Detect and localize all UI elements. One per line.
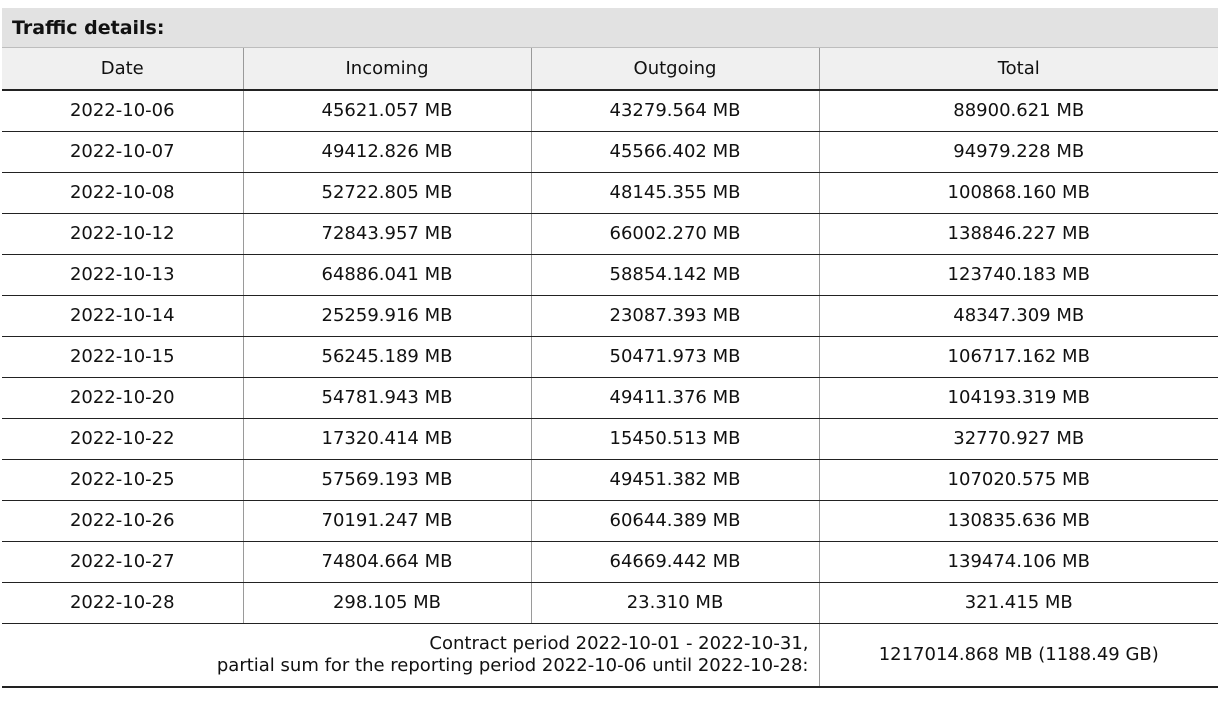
cell-total: 48347.309 MB (819, 295, 1218, 336)
table-row (2, 541, 1218, 582)
table-row (2, 213, 1218, 254)
cell-outgoing: 58854.142 MB (531, 254, 819, 295)
cell-date: 2022-10-13 (2, 254, 243, 295)
traffic-table (2, 48, 1218, 688)
cell-date: 2022-10-08 (2, 172, 243, 213)
column-header-incoming: Incoming (243, 48, 531, 90)
cell-outgoing: 23.310 MB (531, 582, 819, 623)
cell-incoming: 17320.414 MB (243, 418, 531, 459)
table-row (2, 131, 1218, 172)
cell-outgoing: 50471.973 MB (531, 336, 819, 377)
cell-date: 2022-10-07 (2, 131, 243, 172)
cell-incoming: 54781.943 MB (243, 377, 531, 418)
table-row (2, 582, 1218, 623)
column-header-outgoing: Outgoing (531, 48, 819, 90)
table-row (2, 90, 1218, 131)
cell-incoming: 74804.664 MB (243, 541, 531, 582)
cell-total: 321.415 MB (819, 582, 1218, 623)
cell-outgoing: 23087.393 MB (531, 295, 819, 336)
cell-total: 104193.319 MB (819, 377, 1218, 418)
table-row (2, 500, 1218, 541)
cell-outgoing: 45566.402 MB (531, 131, 819, 172)
summary-total-value: 1217014.868 MB (1188.49 GB) (819, 623, 1218, 687)
cell-date: 2022-10-06 (2, 90, 243, 131)
traffic-details-panel (2, 8, 1218, 688)
summary-row (2, 623, 1218, 687)
table-row (2, 254, 1218, 295)
cell-total: 107020.575 MB (819, 459, 1218, 500)
cell-incoming: 56245.189 MB (243, 336, 531, 377)
cell-date: 2022-10-20 (2, 377, 243, 418)
summary-reporting-period: partial sum for the reporting period 2022-10-06 until 2022-10-28: (216, 654, 809, 676)
table-row (2, 459, 1218, 500)
cell-incoming: 45621.057 MB (243, 90, 531, 131)
cell-incoming: 70191.247 MB (243, 500, 531, 541)
cell-outgoing: 43279.564 MB (531, 90, 819, 131)
cell-total: 100868.160 MB (819, 172, 1218, 213)
table-row (2, 418, 1218, 459)
cell-incoming: 72843.957 MB (243, 213, 531, 254)
cell-date: 2022-10-25 (2, 459, 243, 500)
cell-date: 2022-10-26 (2, 500, 243, 541)
section-title: Traffic details: (2, 8, 1218, 48)
summary-contract-period: Contract period 2022-10-01 - 2022-10-31, (429, 632, 809, 654)
table-row (2, 172, 1218, 213)
cell-date: 2022-10-12 (2, 213, 243, 254)
column-header-total: Total (819, 48, 1218, 90)
cell-outgoing: 66002.270 MB (531, 213, 819, 254)
cell-outgoing: 49451.382 MB (531, 459, 819, 500)
cell-date: 2022-10-15 (2, 336, 243, 377)
cell-outgoing: 64669.442 MB (531, 541, 819, 582)
summary-label (2, 623, 819, 687)
cell-outgoing: 48145.355 MB (531, 172, 819, 213)
cell-incoming: 64886.041 MB (243, 254, 531, 295)
cell-outgoing: 49411.376 MB (531, 377, 819, 418)
table-header-row (2, 48, 1218, 90)
cell-incoming: 25259.916 MB (243, 295, 531, 336)
cell-incoming: 298.105 MB (243, 582, 531, 623)
cell-total: 32770.927 MB (819, 418, 1218, 459)
cell-total: 106717.162 MB (819, 336, 1218, 377)
cell-date: 2022-10-27 (2, 541, 243, 582)
table-row (2, 377, 1218, 418)
table-row (2, 336, 1218, 377)
cell-total: 94979.228 MB (819, 131, 1218, 172)
cell-date: 2022-10-28 (2, 582, 243, 623)
cell-total: 123740.183 MB (819, 254, 1218, 295)
cell-incoming: 49412.826 MB (243, 131, 531, 172)
cell-date: 2022-10-14 (2, 295, 243, 336)
cell-date: 2022-10-22 (2, 418, 243, 459)
cell-total: 138846.227 MB (819, 213, 1218, 254)
cell-total: 88900.621 MB (819, 90, 1218, 131)
column-header-date: Date (2, 48, 243, 90)
table-body (2, 90, 1218, 623)
cell-incoming: 57569.193 MB (243, 459, 531, 500)
table-row (2, 295, 1218, 336)
cell-total: 130835.636 MB (819, 500, 1218, 541)
cell-outgoing: 60644.389 MB (531, 500, 819, 541)
cell-total: 139474.106 MB (819, 541, 1218, 582)
cell-incoming: 52722.805 MB (243, 172, 531, 213)
cell-outgoing: 15450.513 MB (531, 418, 819, 459)
